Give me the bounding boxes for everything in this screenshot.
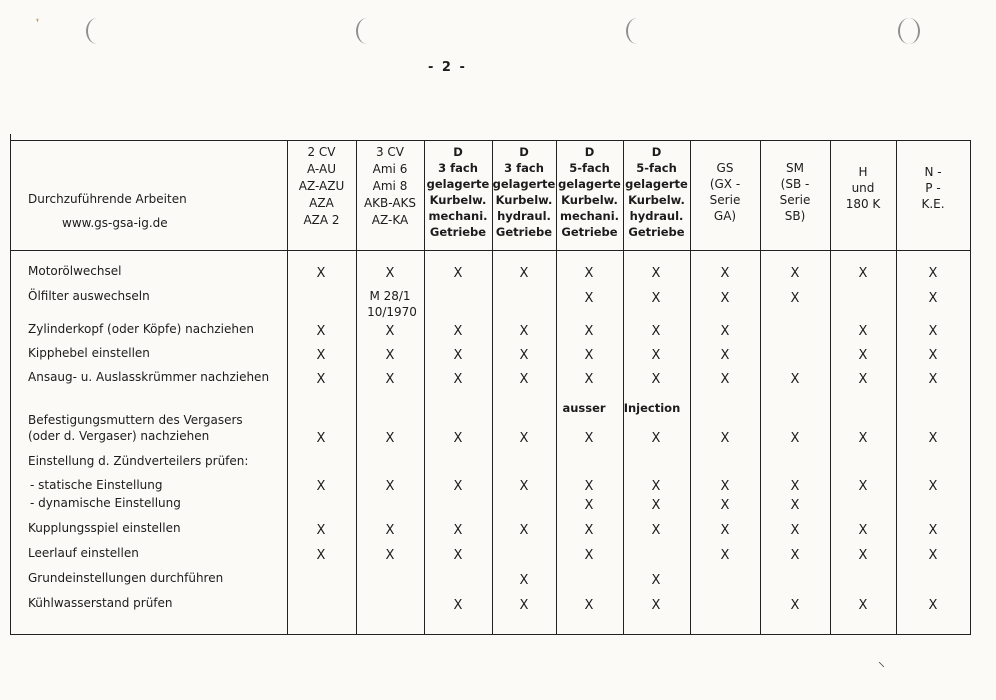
check-mark: X bbox=[858, 348, 868, 363]
task-label: Ölfilter auswechseln bbox=[28, 289, 150, 303]
check-mark: X bbox=[790, 498, 800, 513]
check-mark: X bbox=[385, 266, 395, 281]
column-header-line: AZA 2 bbox=[303, 213, 340, 227]
column-header-3 bbox=[424, 144, 492, 240]
check-mark: X bbox=[385, 479, 395, 494]
column-header-line: mechani. bbox=[559, 209, 620, 223]
check-mark: X bbox=[453, 431, 463, 446]
check-mark: X bbox=[651, 266, 661, 281]
check-mark: X bbox=[858, 324, 868, 339]
check-mark: X bbox=[720, 548, 730, 563]
check-mark: X bbox=[316, 266, 326, 281]
check-mark: X bbox=[519, 479, 529, 494]
check-mark: X bbox=[790, 548, 800, 563]
column-header-line: 3 fach bbox=[438, 161, 478, 175]
task-label: Kupplungsspiel einstellen bbox=[28, 521, 181, 535]
column-header-line: SB) bbox=[784, 209, 806, 223]
table-top-border bbox=[10, 140, 970, 141]
column-header-6 bbox=[623, 144, 690, 240]
check-mark: X bbox=[651, 523, 661, 538]
check-mark: X bbox=[858, 548, 868, 563]
check-mark: X bbox=[453, 479, 463, 494]
injection-note: Injection bbox=[623, 401, 681, 415]
column-header-line: Kurbelw. bbox=[561, 193, 618, 207]
check-mark: X bbox=[928, 431, 938, 446]
check-mark: X bbox=[790, 431, 800, 446]
check-mark: X bbox=[858, 431, 868, 446]
check-mark: X bbox=[584, 291, 594, 306]
check-mark: X bbox=[584, 324, 594, 339]
task-label: Kühlwasserstand prüfen bbox=[28, 596, 173, 610]
column-header-line: AZ-KA bbox=[371, 213, 409, 227]
check-mark: X bbox=[316, 523, 326, 538]
header-tasks-label: Durchzuführende Arbeiten bbox=[28, 192, 187, 206]
column-header-line: Getriebe bbox=[561, 225, 618, 239]
check-mark: X bbox=[651, 372, 661, 387]
task-label: Kipphebel einstellen bbox=[28, 346, 150, 360]
column-header-1 bbox=[287, 144, 356, 229]
task-label: Leerlauf einstellen bbox=[28, 546, 139, 560]
check-mark: X bbox=[316, 548, 326, 563]
column-header-9 bbox=[830, 164, 896, 212]
column-header-line: 2 CV bbox=[307, 145, 336, 159]
check-mark: X bbox=[928, 291, 938, 306]
column-header-8 bbox=[760, 160, 830, 224]
column-header-line: D bbox=[584, 145, 595, 159]
check-mark: X bbox=[519, 372, 529, 387]
column-divider bbox=[970, 140, 971, 635]
check-mark: X bbox=[519, 573, 529, 588]
check-mark: X bbox=[519, 431, 529, 446]
task-label: Befestigungsmuttern des Vergasers bbox=[28, 413, 243, 427]
column-header-4 bbox=[492, 144, 556, 240]
check-mark: X bbox=[928, 479, 938, 494]
column-header-line: P - bbox=[925, 181, 941, 195]
check-mark: X bbox=[453, 324, 463, 339]
check-mark: X bbox=[584, 431, 594, 446]
check-mark: X bbox=[584, 523, 594, 538]
column-divider bbox=[830, 140, 831, 635]
check-mark: X bbox=[928, 548, 938, 563]
check-mark: X bbox=[720, 479, 730, 494]
check-mark: X bbox=[584, 348, 594, 363]
column-header-line: SM bbox=[786, 161, 804, 175]
task-label: Motorölwechsel bbox=[28, 264, 122, 278]
check-mark: X bbox=[720, 348, 730, 363]
column-header-line: gelagerte bbox=[492, 177, 556, 191]
column-header-line: D bbox=[519, 145, 529, 159]
column-header-line: hydraul. bbox=[629, 209, 684, 223]
check-mark: X bbox=[651, 324, 661, 339]
column-header-line: AZA bbox=[309, 196, 334, 210]
task-label: (oder d. Vergaser) nachziehen bbox=[28, 429, 210, 443]
check-mark: X bbox=[453, 598, 463, 613]
check-mark: X bbox=[790, 266, 800, 281]
column-header-7 bbox=[690, 160, 760, 224]
table-bottom-border bbox=[10, 634, 970, 635]
column-header-line: H bbox=[858, 165, 868, 179]
check-mark: X bbox=[858, 598, 868, 613]
check-mark: X bbox=[385, 348, 395, 363]
task-label: - statische Einstellung bbox=[30, 478, 163, 492]
check-mark: X bbox=[651, 598, 661, 613]
task-label: - dynamische Einstellung bbox=[30, 496, 181, 510]
check-mark: X bbox=[720, 523, 730, 538]
check-mark: X bbox=[790, 291, 800, 306]
column-header-line: GS bbox=[716, 161, 734, 175]
check-mark: X bbox=[584, 548, 594, 563]
check-mark: X bbox=[790, 372, 800, 387]
task-label: Ansaug- u. Auslasskrümmer nachziehen bbox=[28, 370, 270, 384]
check-mark: X bbox=[720, 266, 730, 281]
column-header-line: K.E. bbox=[921, 197, 945, 211]
check-mark: X bbox=[928, 266, 938, 281]
check-mark: X bbox=[928, 598, 938, 613]
check-mark: X bbox=[790, 523, 800, 538]
column-header-line: Serie bbox=[779, 193, 811, 207]
check-mark: X bbox=[519, 348, 529, 363]
column-header-line: D bbox=[651, 145, 662, 159]
column-header-line: Getriebe bbox=[429, 225, 487, 239]
column-header-line: (SB - bbox=[780, 177, 810, 191]
column-header-line: AKB-AKS bbox=[363, 196, 417, 210]
task-label: Grundeinstellungen durchführen bbox=[28, 571, 224, 585]
check-mark: X bbox=[385, 372, 395, 387]
check-mark: X bbox=[519, 324, 529, 339]
column-header-line: 180 K bbox=[845, 197, 881, 211]
check-mark: X bbox=[858, 266, 868, 281]
check-mark: X bbox=[519, 523, 529, 538]
column-header-line: gelagerte bbox=[426, 177, 490, 191]
column-header-line: Ami 6 bbox=[372, 162, 408, 176]
check-mark: X bbox=[385, 548, 395, 563]
column-header-line: mechani. bbox=[428, 209, 488, 223]
check-mark: X bbox=[928, 372, 938, 387]
column-header-line: AZ-AZU bbox=[298, 179, 345, 193]
column-header-line: A-AU bbox=[306, 162, 336, 176]
column-header-2 bbox=[356, 144, 424, 229]
check-mark: X bbox=[584, 479, 594, 494]
check-mark: X bbox=[790, 598, 800, 613]
check-mark: X bbox=[519, 266, 529, 281]
paper-speck: ❜ bbox=[36, 18, 40, 29]
check-mark: X bbox=[858, 372, 868, 387]
check-mark: X bbox=[651, 498, 661, 513]
check-mark: X bbox=[453, 372, 463, 387]
column-header-5 bbox=[556, 144, 623, 240]
column-header-line: 3 CV bbox=[375, 145, 405, 159]
check-mark: X bbox=[858, 479, 868, 494]
column-header-line: GA) bbox=[713, 209, 737, 223]
column-header-line: Kurbelw. bbox=[495, 193, 553, 207]
oilfilter-3cv-note: M 28/1 bbox=[369, 289, 411, 303]
check-mark: X bbox=[519, 598, 529, 613]
column-header-line: N - bbox=[924, 165, 942, 179]
column-header-line: 3 fach bbox=[504, 161, 544, 175]
column-header-line: Kurbelw. bbox=[628, 193, 685, 207]
check-mark: X bbox=[720, 431, 730, 446]
column-header-line: Getriebe bbox=[628, 225, 685, 239]
check-mark: X bbox=[385, 324, 395, 339]
check-mark: X bbox=[584, 498, 594, 513]
check-mark: X bbox=[453, 348, 463, 363]
column-header-line: hydraul. bbox=[497, 209, 551, 223]
page-number: - 2 - bbox=[428, 60, 467, 75]
task-label: Zylinderkopf (oder Köpfe) nachziehen bbox=[28, 322, 254, 336]
check-mark: X bbox=[720, 291, 730, 306]
column-header-line: Ami 8 bbox=[372, 179, 408, 193]
ausser-note: ausser bbox=[562, 401, 606, 415]
check-mark: X bbox=[651, 573, 661, 588]
column-header-line: gelagerte bbox=[558, 177, 621, 191]
column-header-10 bbox=[896, 164, 970, 212]
check-mark: X bbox=[453, 266, 463, 281]
task-label: Einstellung d. Zündverteilers prüfen: bbox=[28, 454, 249, 468]
check-mark: X bbox=[651, 348, 661, 363]
check-mark: X bbox=[720, 372, 730, 387]
column-header-line: Getriebe bbox=[495, 225, 553, 239]
column-header-line: D bbox=[453, 145, 463, 159]
check-mark: X bbox=[720, 498, 730, 513]
check-mark: X bbox=[584, 598, 594, 613]
check-mark: X bbox=[453, 548, 463, 563]
check-mark: X bbox=[316, 372, 326, 387]
check-mark: X bbox=[651, 291, 661, 306]
check-mark: X bbox=[651, 431, 661, 446]
column-header-line: und bbox=[851, 181, 875, 195]
column-divider bbox=[10, 134, 11, 635]
column-header-line: Kurbelw. bbox=[429, 193, 487, 207]
check-mark: X bbox=[385, 431, 395, 446]
column-header-line: 5-fach bbox=[569, 161, 610, 175]
column-header-line: 5-fach bbox=[636, 161, 677, 175]
check-mark: X bbox=[316, 348, 326, 363]
oilfilter-3cv-date: 10/1970 bbox=[367, 305, 417, 319]
check-mark: X bbox=[453, 523, 463, 538]
check-mark: X bbox=[651, 479, 661, 494]
column-header-line: (GX - bbox=[709, 177, 741, 191]
column-header-line: Serie bbox=[709, 193, 741, 207]
check-mark: X bbox=[928, 523, 938, 538]
check-mark: X bbox=[316, 431, 326, 446]
column-divider bbox=[896, 140, 897, 635]
check-mark: X bbox=[385, 523, 395, 538]
check-mark: X bbox=[584, 372, 594, 387]
header-divider bbox=[10, 250, 970, 251]
check-mark: X bbox=[584, 266, 594, 281]
column-header-line: gelagerte bbox=[625, 177, 688, 191]
check-mark: X bbox=[316, 324, 326, 339]
paper-mark: ⸜ bbox=[878, 654, 885, 670]
check-mark: X bbox=[316, 479, 326, 494]
header-website: www.gs-gsa-ig.de bbox=[62, 216, 168, 230]
check-mark: X bbox=[858, 523, 868, 538]
check-mark: X bbox=[790, 479, 800, 494]
check-mark: X bbox=[928, 348, 938, 363]
check-mark: X bbox=[720, 324, 730, 339]
check-mark: X bbox=[928, 324, 938, 339]
